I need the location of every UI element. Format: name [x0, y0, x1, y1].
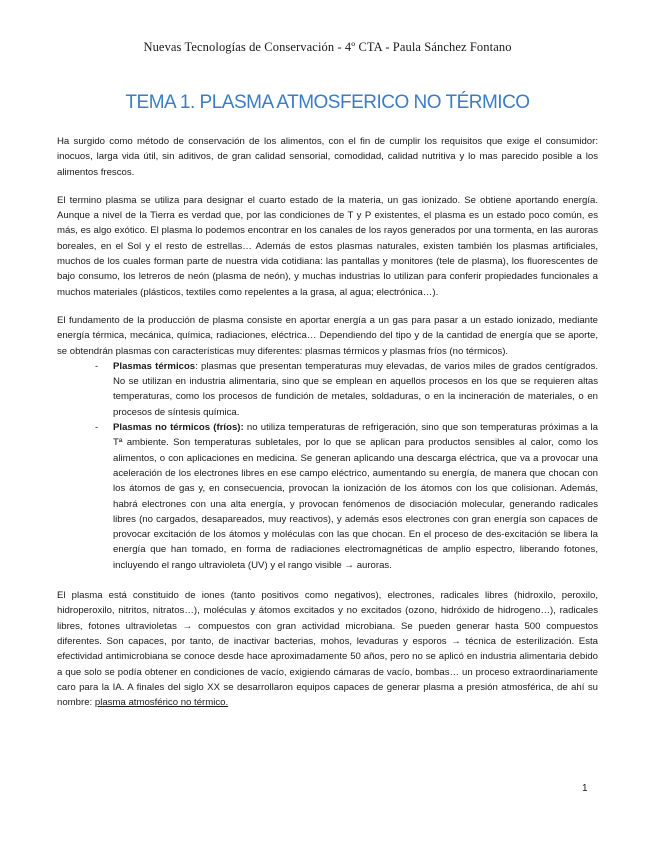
page-header: Nuevas Tecnologías de Conservación - 4º CTA - Paula Sánchez Fontano [143, 40, 512, 54]
plasma-types-list [57, 359, 598, 573]
composition-text: El plasma está constituido de iones (tanto positivos como negativos), electrones, radicales libres (hidroxilo, peroxilo, hidroperoxilo, nitritos, nitratos…), moléculas y átomos excitados y no excitados (ozono, hidróxido de hidrogeno…), radicales libres, fotones ultravioletas → compuestos con gran actividad microbiana. Se pueden generar hasta 500 compuestos diferentes. Son capaces, por tanto, de inactivar bacterias, mohos, levaduras y esporos → técnica de esterilización. Esta efectividad antimicrobiana se conoce desde hace aproximadamente 50 años, pero no se aplicó en industria alimentaria debido a que solo se podía obtener en condiciones de vacío, exigiendo cámaras de vacío, bombas… un proceso extraordinariamente caro para la IA. A finales del siglo XX se desarrollaron equipos capaces de generar plasma a presión atmosférica, de ahí su nombre: [57, 590, 598, 709]
plasma-production-paragraph: El fundamento de la producción de plasma consiste en aportar energía a un gas para pasar a un estado ionizado, mediante energía térmica, mecánica, química, radiaciones, eléctrica… Dependiendo del tipo y de la cantidad de energía que se aporte, se obtendrán plasmas con características muy diferentes: plasmas térmicos y plasmas fríos (no térmicos). [57, 314, 598, 357]
list-item-text: : plasmas que presentan temperaturas muy elevadas, de varios miles de grados centígrados. No se utilizan en industria alimentaria, sino que se emplean en aquellos procesos en los que se requieren altas temperaturas, como los procesos de fundición de metales, soldaduras, o en la incineración de materiales, o en procesos de síntesis química. [113, 360, 598, 418]
page-number: 1 [582, 783, 588, 794]
dash-bullet: - [95, 422, 99, 434]
document-body [57, 134, 598, 723]
underlined-term: plasma atmosférico no térmico. [94, 697, 229, 709]
list-item [57, 420, 598, 573]
dash-bullet: - [95, 360, 99, 372]
list-item [57, 359, 598, 420]
list-item-term: Plasmas no térmicos (fríos): [113, 422, 244, 434]
list-item-term: Plasmas térmicos [113, 360, 196, 372]
list-item-text: no utiliza temperaturas de refrigeración, sino que son temperaturas próximas a la Tª ambiente. Son temperaturas subletales, por lo que se aplican para productos sensibles al calor, como los alimentos, o con aplicaciones en medicina. Se generan aplicando una descarga eléctrica, que va a provocar una aceleración de los electrones libres en ese campo eléctrico, aumentando su energía, de manera que chocan con los átomos de gas y, en consecuencia, provocan la ionización de los átomos con los que colisionan. Además, habrá electrones con una alta energía, y provocan fenómenos de disociación molecular, generando radicales libres (no cargados, desapareados, muy reactivos), y además esos electrones con gran energía son capaces de provocar excitación de los átomos y moléculas con las que chocan. En el proceso de des-excitación se libera la energía que han tomado, en forma de radiaciones electromagnéticas de amplio espectro, liberando fotones, incluyendo el rango ultravioleta (UV) y el rango visible → auroras. [113, 422, 598, 571]
page-title: TEMA 1. PLASMA ATMOSFERICO NO TÉRMICO [125, 92, 530, 113]
plasma-composition-paragraph [57, 588, 598, 710]
plasma-definition-paragraph: El termino plasma se utiliza para designar el cuarto estado de la materia, un gas ionizado. Se obtiene aportando energía. Aunque a nivel de la Tierra es verdad que, por las condiciones de T y P existentes, el plasma es un estado poco común, es más, es algo exótico. El plasma lo podemos encontrar en los canales de los rayos generados por una tormenta, en las auroras boreales, en el Sol y el resto de estrellas… Además de estos plasmas naturales, existen también los plasmas artificiales, muchos de los cuales forman parte de nuestra vida cotidiana: las pantallas y monitores (tele de plasma), los fluorescentes de bajo consumo, los letreros de neón (plasma de neón), y muchas industrias lo utilizan para conferir propiedades funcionales a muchos materiales (plásticos, textiles como repelentes a la grasa, al agua; electrónica…). [57, 194, 598, 298]
intro-paragraph: Ha surgido como método de conservación de los alimentos, con el fin de cumplir los requisitos que exige el consumidor: inocuos, larga vida útil, sin aditivos, de gran calidad sensorial, comodidad, calidad nutritiva y lo mas parecido posible a los alimentos frescos. [57, 136, 598, 178]
